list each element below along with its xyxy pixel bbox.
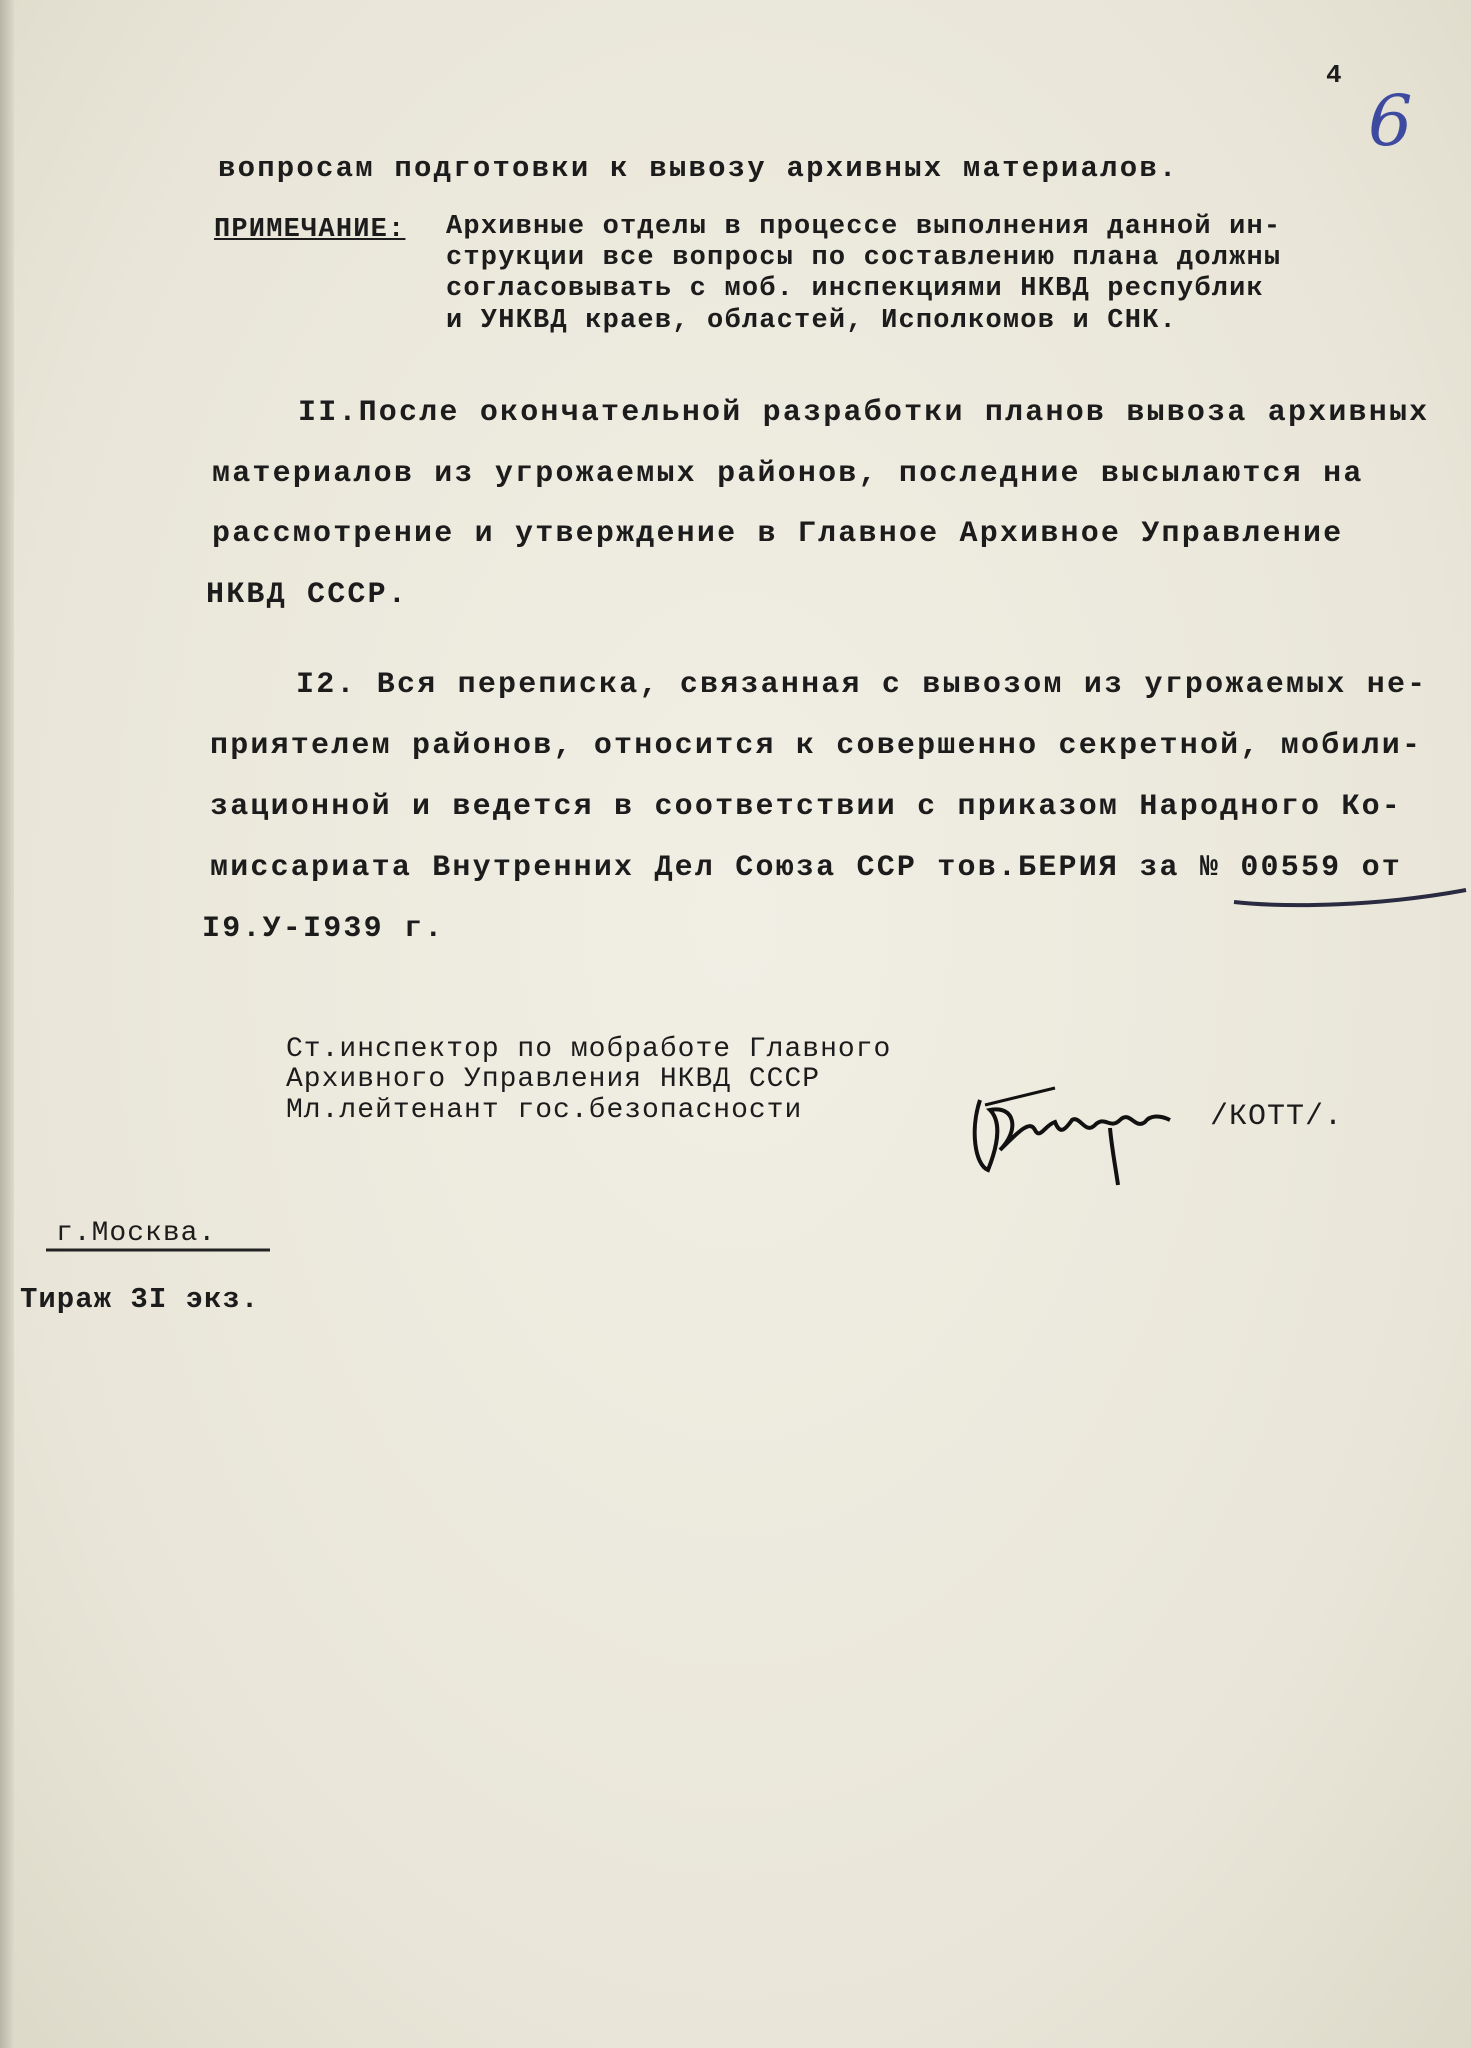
clause-12-line: I9.У-I939 г. <box>202 912 445 946</box>
handwritten-signature <box>960 1060 1190 1190</box>
city-underline <box>44 1244 274 1256</box>
typed-page-number: 4 <box>1326 60 1344 90</box>
note-line: струкции все вопросы по составлению плана должны <box>446 243 1282 273</box>
note-line: согласовывать с моб. инспекциями НКВД республик <box>446 274 1264 304</box>
clause-12-line: приятелем районов, относится к совершенно секретной, мобили- <box>210 729 1423 763</box>
signature-line: Ст.инспектор по мобработе Главного <box>286 1034 892 1065</box>
clause-12-line: миссариата Внутренних Дел Союза ССР тов.БЕРИЯ за № 00559 от <box>210 851 1402 885</box>
note-line: и УНКВД краев, областей, Исполкомов и СНК. <box>446 306 1177 336</box>
clause-12-line: зационной и ведется в соответствии с приказом Народного Ко- <box>210 790 1402 824</box>
signature-line: Архивного Управления НКВД СССР <box>286 1064 821 1095</box>
clause-11-line: материалов из угрожаемых районов, последние высылаются на <box>212 457 1364 491</box>
handwritten-page-number: 6 <box>1368 80 1413 162</box>
clause-12-line: I2. Вся переписка, связанная с вывозом из угрожаемых не- <box>296 668 1428 702</box>
page-binding-edge <box>0 0 14 2048</box>
signature-line: Мл.лейтенант гос.безопасности <box>286 1095 803 1126</box>
city-line: г.Москва. <box>56 1218 217 1249</box>
clause-11-line: НКВД СССР. <box>206 578 409 612</box>
note-label: ПРИМЕЧАНИЕ: <box>214 215 406 245</box>
intro-line: вопросам подготовки к вывозу архивных материалов. <box>218 152 1179 185</box>
order-number-underline <box>1230 880 1470 910</box>
print-run-line: Тираж 3I экз. <box>20 1283 260 1316</box>
signer-name: /КОТТ/. <box>1210 1100 1344 1134</box>
clause-11-line: рассмотрение и утверждение в Главное Архивное Управление <box>212 517 1344 551</box>
note-line: Архивные отделы в процессе выполнения данной ин- <box>446 212 1282 242</box>
clause-11-line: II.После окончательной разработки планов вывоза архивных <box>298 396 1430 430</box>
